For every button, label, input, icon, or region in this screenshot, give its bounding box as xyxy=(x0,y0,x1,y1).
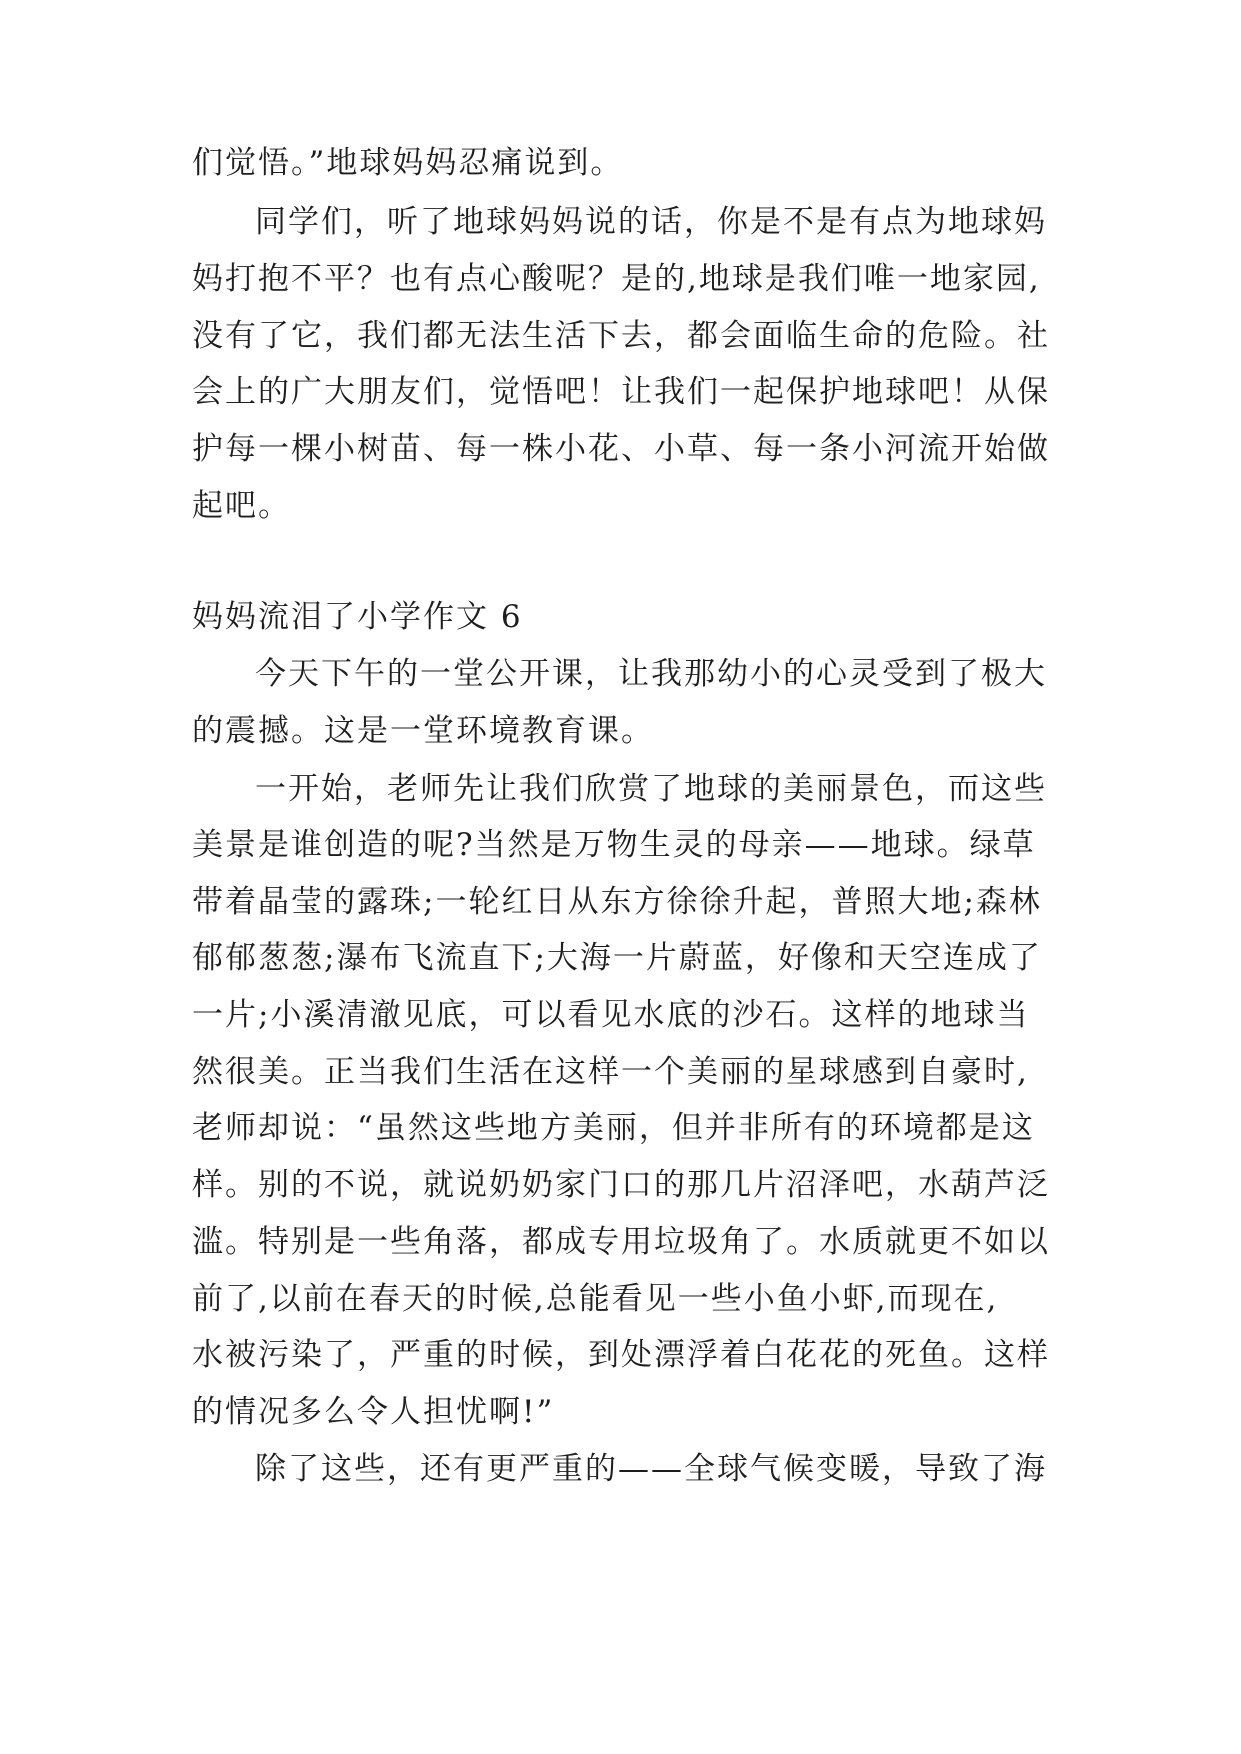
paragraph-line: 水被污染了，严重的时候，到处漂浮着白花花的死鱼。这样 xyxy=(192,1337,1050,1373)
paragraph-line: 郁郁葱葱;瀑布飞流直下;大海一片蔚蓝，好像和天空连成了 xyxy=(192,940,1042,976)
paragraph-line: 们觉悟。”地球妈妈忍痛说到。 xyxy=(192,145,624,181)
paragraph-line: 样。别的不说，就说奶奶家门口的那几片沼泽吧，水葫芦泛 xyxy=(192,1167,1050,1203)
paragraph-line: 美景是谁创造的呢?当然是万物生灵的母亲——地球。绿草 xyxy=(192,827,1036,863)
paragraph-line: 没有了它，我们都无法生活下去，都会面临生命的危险。社 xyxy=(192,318,1050,354)
paragraph-line: 会上的广大朋友们，觉悟吧！让我们一起保护地球吧！从保 xyxy=(192,374,1050,410)
paragraph-line: 一开始，老师先让我们欣赏了地球的美丽景色，而这些 xyxy=(255,771,1047,807)
paragraph-line: 老师却说：“虽然这些地方美丽，但并非所有的环境都是这 xyxy=(192,1110,1035,1146)
section-heading: 妈妈流泪了小学作文 6 xyxy=(192,599,523,635)
paragraph-line: 护每一棵小树苗、每一株小花、小草、每一条小河流开始做 xyxy=(192,431,1050,467)
paragraph-line: 今天下午的一堂公开课，让我那幼小的心灵受到了极大 xyxy=(255,656,1047,692)
paragraph-line: 妈打抱不平？也有点心酸呢？是的,地球是我们唯一地家园, xyxy=(192,261,1041,297)
paragraph-line: 滥。特别是一些角落，都成专用垃圾角了。水质就更不如以 xyxy=(192,1224,1050,1260)
paragraph-line: 然很美。正当我们生活在这样一个美丽的星球感到自豪时, xyxy=(192,1054,1029,1090)
paragraph-line: 同学们，听了地球妈妈说的话，你是不是有点为地球妈 xyxy=(255,204,1047,240)
paragraph-line: 带着晶莹的露珠;一轮红日从东方徐徐升起，普照大地;森林 xyxy=(192,884,1042,920)
paragraph-line: 一片;小溪清澈见底，可以看见水底的沙石。这样的地球当 xyxy=(192,997,1030,1033)
paragraph-line: 起吧。 xyxy=(192,488,291,524)
paragraph-line: 除了这些，还有更严重的——全球气候变暖，导致了海 xyxy=(255,1451,1047,1487)
paragraph-line: 前了,以前在春天的时候,总能看见一些小鱼小虾,而现在, xyxy=(192,1281,999,1317)
paragraph-line: 的情况多么令人担忧啊!” xyxy=(192,1394,555,1430)
paragraph-line: 的震撼。这是一堂环境教育课。 xyxy=(192,713,654,749)
